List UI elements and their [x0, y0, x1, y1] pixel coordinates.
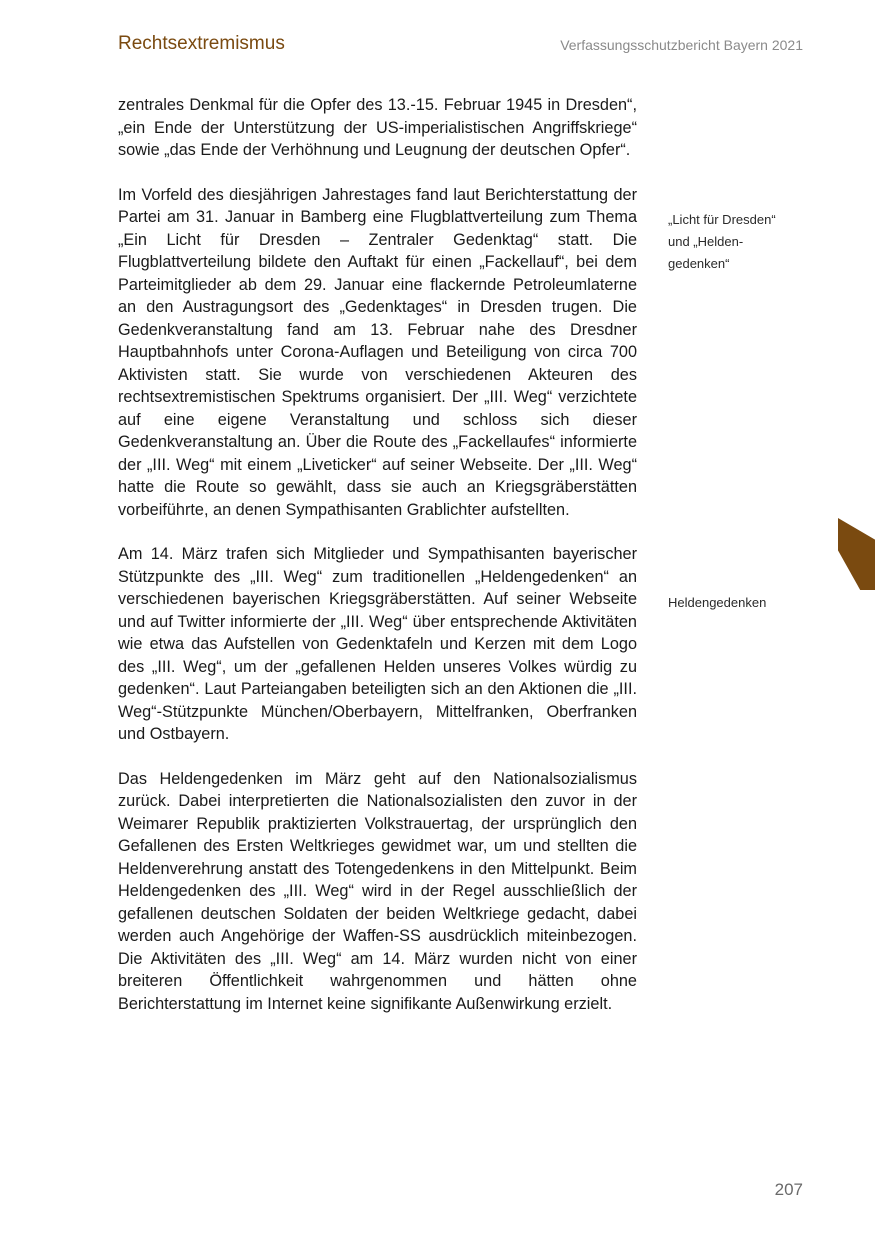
margin-note-licht-fuer-dresden [668, 209, 808, 275]
chapter-tab-marker [838, 518, 875, 590]
margin-note-line: gedenken“ [668, 256, 730, 271]
main-text-column [118, 94, 637, 1037]
margin-note-line: und „Helden- [668, 234, 744, 249]
paragraph-2: Im Vorfeld des diesjährigen Jahrestages fand laut Berichterstattung der Partei am 31. Januar in Bamberg eine Flugblattverteilung zum Thema „Ein Licht für Dresden – Zentraler Gedenktag“ statt. Die Flugblattverteilung bildete den Auftakt für einen „Fackellauf“, bei dem Parteimitglieder ab dem 29. Januar eine flackernde Petroleumlaterne an den Austragungsort des „Gedenktages“ in Dresden trugen. Die Gedenkveranstaltung fand am 13. Februar nahe des Dresdner Hauptbahnhofs unter Corona-Auflagen und Beteiligung von circa 700 Aktivisten statt. Sie wurde von verschiedenen Akteuren des rechtsextremistischen Spektrums organisiert. Der „III. Weg“ verzichtete auf eine eigene Veranstaltung und schloss sich dieser Gedenkveranstaltung an. Über die Route des „Fackellaufes“ informierte der „III. Weg“ mit einem „Liveticker“ auf seiner Webseite. Der „III. Weg“ hatte die Route so gewählt, dass sie auch an Kriegsgräberstätten vorbeiführte, an denen Sympathisanten Grablichter aufstellten. [118, 185, 637, 519]
report-title: Verfassungsschutzbericht Bayern 2021 [560, 37, 803, 53]
margin-note-heldengedenken: Heldengedenken [668, 595, 767, 610]
page-number: 207 [774, 1180, 803, 1199]
section-title: Rechtsextremismus [118, 33, 285, 54]
paragraph-3: Am 14. März trafen sich Mitglieder und Sympathisanten bayerischer Stützpunkte des „III. Weg“ zum traditionellen „Heldengedenken“ an verschiedenen bayerischen Kriegsgräberstätten. Auf seiner Webseite und auf Twitter informierte der „III. Weg“ über entsprechende Aktivitäten wie etwa das Aufstellen von Gedenktafeln und Kerzen mit dem Logo des „III. Weg“, um der „gefallenen Helden unseres Volkes würdig zu gedenken“. Laut Parteiangaben beteiligten sich an den Aktionen die „III. Weg“-Stützpunkte München/Oberbayern, Mittelfranken, Oberfranken und Ostbayern. [118, 545, 637, 743]
paragraph-1: zentrales Denkmal für die Opfer des 13.-15. Februar 1945 in Dresden“, „ein Ende der Unterstützung der US-imperialistischen Angriffskriege“ sowie „das Ende der Verhöhnung und Leugnung der deutschen Opfer“. [118, 96, 637, 159]
margin-note-line: „Licht für Dresden“ [668, 212, 776, 227]
paragraph-4: Das Heldengedenken im März geht auf den Nationalsozialismus zurück. Dabei interpretierten die Nationalsozialisten den zuvor in der Weimarer Republik praktizierten Volkstrauertag, der ursprünglich den Gefallenen des Ersten Weltkrieges gewidmet war, um und stellten die Heldenverehrung anstatt des Totengedenkens in den Mittelpunkt. Beim Heldengedenken des „III. Weg“ wird in der Regel ausschließlich der gefallenen deutschen Soldaten der beiden Weltkriege gedacht, dabei werden auch Angehörige der Waffen-SS ausdrücklich miteinbezogen. Die Aktivitäten des „III. Weg“ am 14. März wurden nicht von einer breiteren Öffentlichkeit wahrgenommen und hätten ohne Berichterstattung im Internet keine signifikante Außenwirkung erzielt. [118, 769, 637, 1013]
